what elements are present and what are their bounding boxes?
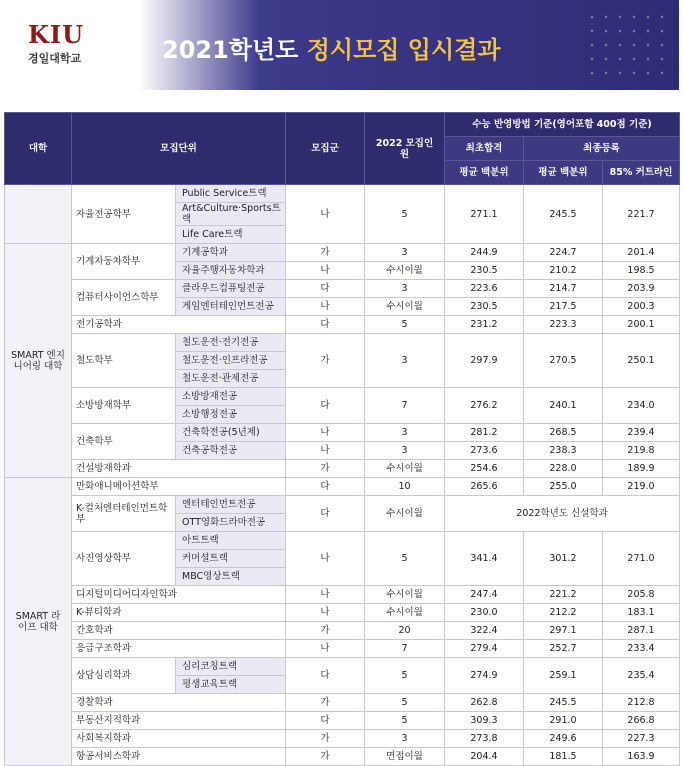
value-cell: 276.2	[445, 388, 524, 424]
quota-cell: 5	[365, 532, 445, 586]
college-cell: SMART 라이프 대학	[5, 478, 72, 766]
sub-cell: 철도운전·전기전공	[176, 334, 286, 352]
group-cell: 다	[286, 478, 365, 496]
value-cell: 301.2	[524, 532, 603, 586]
admission-results-table	[4, 112, 680, 766]
quota-cell: 7	[365, 388, 445, 424]
value-cell: 279.4	[445, 640, 524, 658]
page-title	[162, 30, 501, 65]
group-cell: 다	[286, 712, 365, 730]
dept-cell: 응급구조학과	[72, 640, 286, 658]
value-cell: 281.2	[445, 424, 524, 442]
sub-cell: 심리코칭트랙	[176, 658, 286, 676]
header-avg-pct-2: 평균 백분위	[524, 161, 603, 185]
title-prefix: 2021학년도	[162, 36, 307, 64]
dept-cell: K-뷰티학과	[72, 604, 286, 622]
group-cell: 다	[286, 496, 365, 532]
value-cell: 200.3	[603, 298, 680, 316]
value-cell: 273.6	[445, 442, 524, 460]
value-cell: 240.1	[524, 388, 603, 424]
value-cell: 247.4	[445, 586, 524, 604]
value-cell: 287.1	[603, 622, 680, 640]
logo-mark: KIU	[28, 20, 85, 49]
sub-cell: 철도운전·관제전공	[176, 370, 286, 388]
value-cell: 181.5	[524, 748, 603, 766]
quota-cell: 수시이월	[365, 262, 445, 280]
quota-cell: 5	[365, 712, 445, 730]
sub-cell: 소방방재전공	[176, 388, 286, 406]
sub-cell: 소방행정전공	[176, 406, 286, 424]
value-cell: 223.6	[445, 280, 524, 298]
value-cell: 163.9	[603, 748, 680, 766]
sub-cell: 게임엔터테인먼트전공	[176, 298, 286, 316]
quota-cell: 5	[365, 185, 445, 244]
value-cell: 221.7	[603, 185, 680, 244]
value-cell: 212.2	[524, 604, 603, 622]
group-cell: 나	[286, 185, 365, 244]
value-cell: 322.4	[445, 622, 524, 640]
value-cell: 274.9	[445, 658, 524, 694]
dept-cell: 사회복지학과	[72, 730, 286, 748]
sub-cell: 아트트랙	[176, 532, 286, 550]
title-highlight: 정시모집 입시결과	[306, 36, 501, 64]
value-cell: 273.8	[445, 730, 524, 748]
value-cell: 271.1	[445, 185, 524, 244]
quota-cell: 3	[365, 334, 445, 388]
dept-cell: 사진영상학부	[72, 532, 176, 586]
header-quota: 2022 모집인원	[365, 113, 445, 185]
dept-cell: 경찰학과	[72, 694, 286, 712]
value-cell: 205.8	[603, 586, 680, 604]
group-cell: 가	[286, 460, 365, 478]
value-cell: 227.3	[603, 730, 680, 748]
sub-cell: 기계공학과	[176, 244, 286, 262]
value-cell: 200.1	[603, 316, 680, 334]
sub-cell: 철도운전·인프라전공	[176, 352, 286, 370]
value-cell: 309.3	[445, 712, 524, 730]
dept-cell: 디지털미디어디자인학과	[72, 586, 286, 604]
sub-cell: 자율주행자동차학과	[176, 262, 286, 280]
dept-cell: 만화애니메이션학부	[72, 478, 286, 496]
quota-cell: 10	[365, 478, 445, 496]
quota-cell: 수시이월	[365, 604, 445, 622]
quota-cell: 수시이월	[365, 586, 445, 604]
sub-cell: 평생교육트랙	[176, 676, 286, 694]
group-cell: 가	[286, 694, 365, 712]
group-cell: 나	[286, 532, 365, 586]
dept-cell: 항공서비스학과	[72, 748, 286, 766]
header-college: 대학	[5, 113, 72, 185]
value-cell: 201.4	[603, 244, 680, 262]
header-banner	[4, 0, 679, 90]
value-cell: 230.0	[445, 604, 524, 622]
header-cutline: 85% 커트라인	[603, 161, 680, 185]
dept-cell: 자율전공학부	[72, 185, 176, 244]
value-cell: 262.8	[445, 694, 524, 712]
value-cell: 252.7	[524, 640, 603, 658]
header-method: 수능 반영방법 기준(영어포함 400점 기준)	[445, 113, 680, 137]
sub-cell: Public Service트랙	[176, 185, 286, 203]
group-cell: 가	[286, 748, 365, 766]
logo-name: 경일대학교	[28, 52, 82, 65]
group-cell: 나	[286, 586, 365, 604]
dept-cell: 컴퓨터사이언스학부	[72, 280, 176, 316]
dot-pattern	[585, 10, 665, 80]
table-header	[5, 113, 680, 185]
dept-cell: 건축학부	[72, 424, 176, 460]
value-cell: 244.9	[445, 244, 524, 262]
value-cell: 291.0	[524, 712, 603, 730]
university-logo	[28, 22, 92, 66]
group-cell: 나	[286, 262, 365, 280]
dept-cell: 부동산지적학과	[72, 712, 286, 730]
value-cell: 265.6	[445, 478, 524, 496]
quota-cell: 20	[365, 622, 445, 640]
group-cell: 가	[286, 730, 365, 748]
value-cell: 249.6	[524, 730, 603, 748]
sub-cell: Life Care트랙	[176, 226, 286, 244]
quota-cell: 수시이월	[365, 298, 445, 316]
value-cell: 219.8	[603, 442, 680, 460]
value-cell: 210.2	[524, 262, 603, 280]
value-cell: 259.1	[524, 658, 603, 694]
value-cell: 245.5	[524, 185, 603, 244]
value-cell: 271.0	[603, 532, 680, 586]
header-min-pass: 최초합격	[445, 137, 524, 161]
value-cell: 341.4	[445, 532, 524, 586]
sub-cell: 건축학전공(5년제)	[176, 424, 286, 442]
dept-cell: 상담심리학과	[72, 658, 176, 694]
value-cell: 268.5	[524, 424, 603, 442]
dept-cell: 전기공학과	[72, 316, 286, 334]
group-cell: 나	[286, 424, 365, 442]
table-body	[5, 185, 680, 766]
quota-cell: 3	[365, 424, 445, 442]
value-cell: 230.5	[445, 298, 524, 316]
quota-cell: 5	[365, 694, 445, 712]
sub-cell: 커머셜트랙	[176, 550, 286, 568]
group-cell: 다	[286, 280, 365, 298]
value-cell: 234.0	[603, 388, 680, 424]
sub-cell: OTT영화드라마전공	[176, 514, 286, 532]
value-cell: 254.6	[445, 460, 524, 478]
header-avg-pct-1: 평균 백분위	[445, 161, 524, 185]
quota-cell: 5	[365, 658, 445, 694]
value-cell: 270.5	[524, 334, 603, 388]
value-cell: 219.0	[603, 478, 680, 496]
group-cell: 가	[286, 622, 365, 640]
college-cell: SMART 엔지니어링 대학	[5, 244, 72, 478]
value-cell: 238.3	[524, 442, 603, 460]
sub-cell: 건축공학전공	[176, 442, 286, 460]
value-cell: 217.5	[524, 298, 603, 316]
value-cell: 239.4	[603, 424, 680, 442]
group-cell: 다	[286, 658, 365, 694]
dept-cell: 소방방재학부	[72, 388, 176, 424]
header-final-reg: 최종등록	[524, 137, 680, 161]
sub-cell: MBC영상트랙	[176, 568, 286, 586]
value-cell: 221.2	[524, 586, 603, 604]
group-cell: 가	[286, 334, 365, 388]
quota-cell: 3	[365, 442, 445, 460]
value-cell: 297.9	[445, 334, 524, 388]
quota-cell: 면접이월	[365, 748, 445, 766]
quota-cell: 5	[365, 316, 445, 334]
group-cell: 나	[286, 298, 365, 316]
new-dept-note: 2022학년도 신설학과	[445, 496, 680, 532]
value-cell: 231.2	[445, 316, 524, 334]
sub-cell: 클라우드컴퓨팅전공	[176, 280, 286, 298]
quota-cell: 3	[365, 244, 445, 262]
sub-cell: 엔터테인먼트전공	[176, 496, 286, 514]
value-cell: 189.9	[603, 460, 680, 478]
dept-cell: K-컬처엔터테인먼트학부	[72, 496, 176, 532]
value-cell: 297.1	[524, 622, 603, 640]
value-cell: 245.5	[524, 694, 603, 712]
header-group: 모집군	[286, 113, 365, 185]
value-cell: 228.0	[524, 460, 603, 478]
dept-cell: 건설방재학과	[72, 460, 286, 478]
quota-cell: 3	[365, 280, 445, 298]
value-cell: 224.7	[524, 244, 603, 262]
value-cell: 183.1	[603, 604, 680, 622]
group-cell: 다	[286, 388, 365, 424]
value-cell: 214.7	[524, 280, 603, 298]
value-cell: 230.5	[445, 262, 524, 280]
quota-cell: 수시이월	[365, 460, 445, 478]
value-cell: 235.4	[603, 658, 680, 694]
group-cell: 가	[286, 244, 365, 262]
quota-cell: 수시이월	[365, 496, 445, 532]
sub-cell: Art&Culture·Sports트랙	[176, 203, 286, 226]
value-cell: 255.0	[524, 478, 603, 496]
quota-cell: 3	[365, 730, 445, 748]
value-cell: 198.5	[603, 262, 680, 280]
value-cell: 223.3	[524, 316, 603, 334]
value-cell: 233.4	[603, 640, 680, 658]
value-cell: 250.1	[603, 334, 680, 388]
dept-cell: 철도학부	[72, 334, 176, 388]
value-cell: 212.8	[603, 694, 680, 712]
group-cell: 다	[286, 316, 365, 334]
value-cell: 204.4	[445, 748, 524, 766]
dept-cell: 기계자동차학부	[72, 244, 176, 280]
value-cell: 266.8	[603, 712, 680, 730]
group-cell: 나	[286, 640, 365, 658]
college-cell-blank	[5, 185, 72, 244]
quota-cell: 7	[365, 640, 445, 658]
group-cell: 나	[286, 442, 365, 460]
group-cell: 나	[286, 604, 365, 622]
value-cell: 203.9	[603, 280, 680, 298]
dept-cell: 간호학과	[72, 622, 286, 640]
header-unit: 모집단위	[72, 113, 286, 185]
